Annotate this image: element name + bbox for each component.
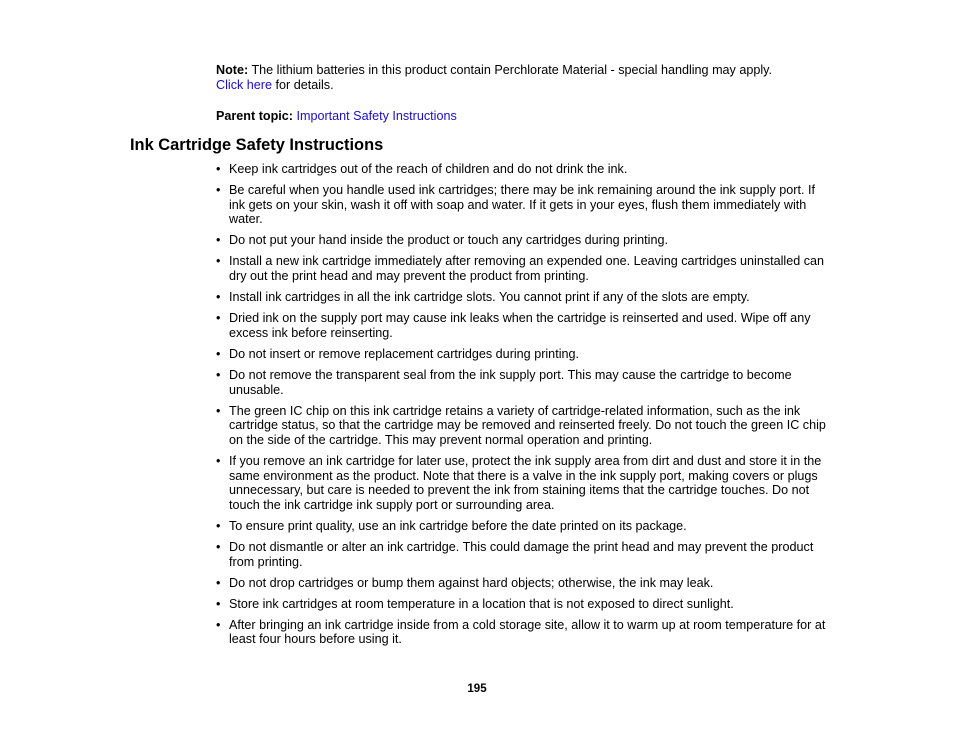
- bullet-marker: •: [216, 183, 221, 198]
- parent-topic-label: Parent topic:: [216, 109, 293, 123]
- bullet-marker: •: [216, 290, 221, 305]
- parent-topic: [216, 109, 816, 124]
- list-item: [216, 347, 828, 362]
- list-item: [216, 618, 828, 647]
- list-item: [216, 454, 828, 512]
- list-item: [216, 597, 828, 612]
- bullet-marker: •: [216, 311, 221, 326]
- bullet-marker: •: [216, 454, 221, 468]
- note-after-link: for details.: [272, 77, 334, 92]
- list-item: [216, 519, 828, 534]
- list-item: [216, 540, 828, 569]
- bullet-marker: •: [216, 233, 221, 248]
- list-item: [216, 576, 828, 591]
- bullet-marker: •: [216, 403, 221, 418]
- bullet-marker: •: [216, 617, 221, 632]
- bullet-marker: •: [216, 346, 221, 361]
- list-item-text: Store ink cartridges at room temperature in a location that is not exposed to direct sunlight.: [229, 596, 734, 611]
- list-item: [216, 311, 828, 340]
- bullet-marker: •: [216, 575, 221, 590]
- list-item-text: The green IC chip on this ink cartridge retains a variety of cartridge-related information, such as the ink cartridge status, so that the cartridge may be removed and reinserted freely. Do not touch the green IC chip on the side of the cartridge. This may prevent normal operation and printing.: [229, 403, 826, 447]
- bullet-marker: •: [216, 518, 221, 533]
- note-label: Note:: [216, 63, 249, 77]
- bullet-list: [216, 162, 828, 654]
- note-text: The lithium batteries in this product contain Perchlorate Material - special handling may apply.: [248, 63, 773, 77]
- list-item: [216, 290, 828, 305]
- list-item-text: Dried ink on the supply port may cause ink leaks when the cartridge is reinserted and used. Wipe off any excess ink before reinserting.: [229, 311, 811, 340]
- list-item-text: Be careful when you handle used ink cartridges; there may be ink remaining around the ink supply port. If ink gets on your skin, wash it off with soap and water. If it gets in your eyes, flush them immediately with water.: [229, 183, 815, 227]
- list-item-text: Do not dismantle or alter an ink cartridge. This could damage the print head and may prevent the product from printing.: [229, 539, 814, 569]
- list-item-text: Do not remove the transparent seal from the ink supply port. This may cause the cartridge to become unusable.: [229, 368, 792, 397]
- bullet-marker: •: [216, 368, 221, 383]
- list-item: [216, 183, 828, 227]
- list-item-text: To ensure print quality, use an ink cartridge before the date printed on its package.: [229, 518, 687, 533]
- bullet-marker: •: [216, 162, 221, 176]
- list-item-text: Do not insert or remove replacement cartridges during printing.: [229, 346, 579, 361]
- list-item-text: Do not drop cartridges or bump them against hard objects; otherwise, the ink may leak.: [229, 575, 714, 590]
- note-paragraph: [216, 63, 816, 92]
- click-here-link[interactable]: Click here: [216, 77, 272, 92]
- important-safety-instructions-link[interactable]: Important Safety Instructions: [296, 109, 457, 123]
- list-item: [216, 368, 828, 397]
- bullet-marker: •: [216, 254, 221, 269]
- list-item: [216, 233, 828, 248]
- list-item: [216, 254, 828, 283]
- list-item-text: Install a new ink cartridge immediately after removing an expended one. Leaving cartridges uninstalled can dry out the print head and may prevent the product from printing.: [229, 254, 825, 284]
- bullet-marker: •: [216, 596, 221, 611]
- list-item-text: If you remove an ink cartridge for later use, protect the ink supply area from dirt and dust and store it in the same environment as the product. Note that there is a valve in the ink supply port, making covers or plugs unnecessary, but care is needed to prevent the ink from staining items that the cartridge touches. Do not touch the ink cartridge ink supply port or surrounding area.: [229, 454, 822, 512]
- section-heading: Ink Cartridge Safety Instructions: [130, 136, 384, 154]
- bullet-marker: •: [216, 539, 221, 554]
- list-item-text: Do not put your hand inside the product or touch any cartridges during printing.: [229, 233, 668, 248]
- list-item-text: After bringing an ink cartridge inside from a cold storage site, allow it to warm up at room temperature for at least four hours before using it.: [229, 617, 826, 647]
- list-item-text: Install ink cartridges in all the ink cartridge slots. You cannot print if any of the slots are empty.: [229, 290, 750, 305]
- page-number: 195: [467, 683, 487, 695]
- list-item: [216, 404, 828, 448]
- list-item: [216, 162, 828, 177]
- list-item-text: Keep ink cartridges out of the reach of children and do not drink the ink.: [229, 162, 628, 176]
